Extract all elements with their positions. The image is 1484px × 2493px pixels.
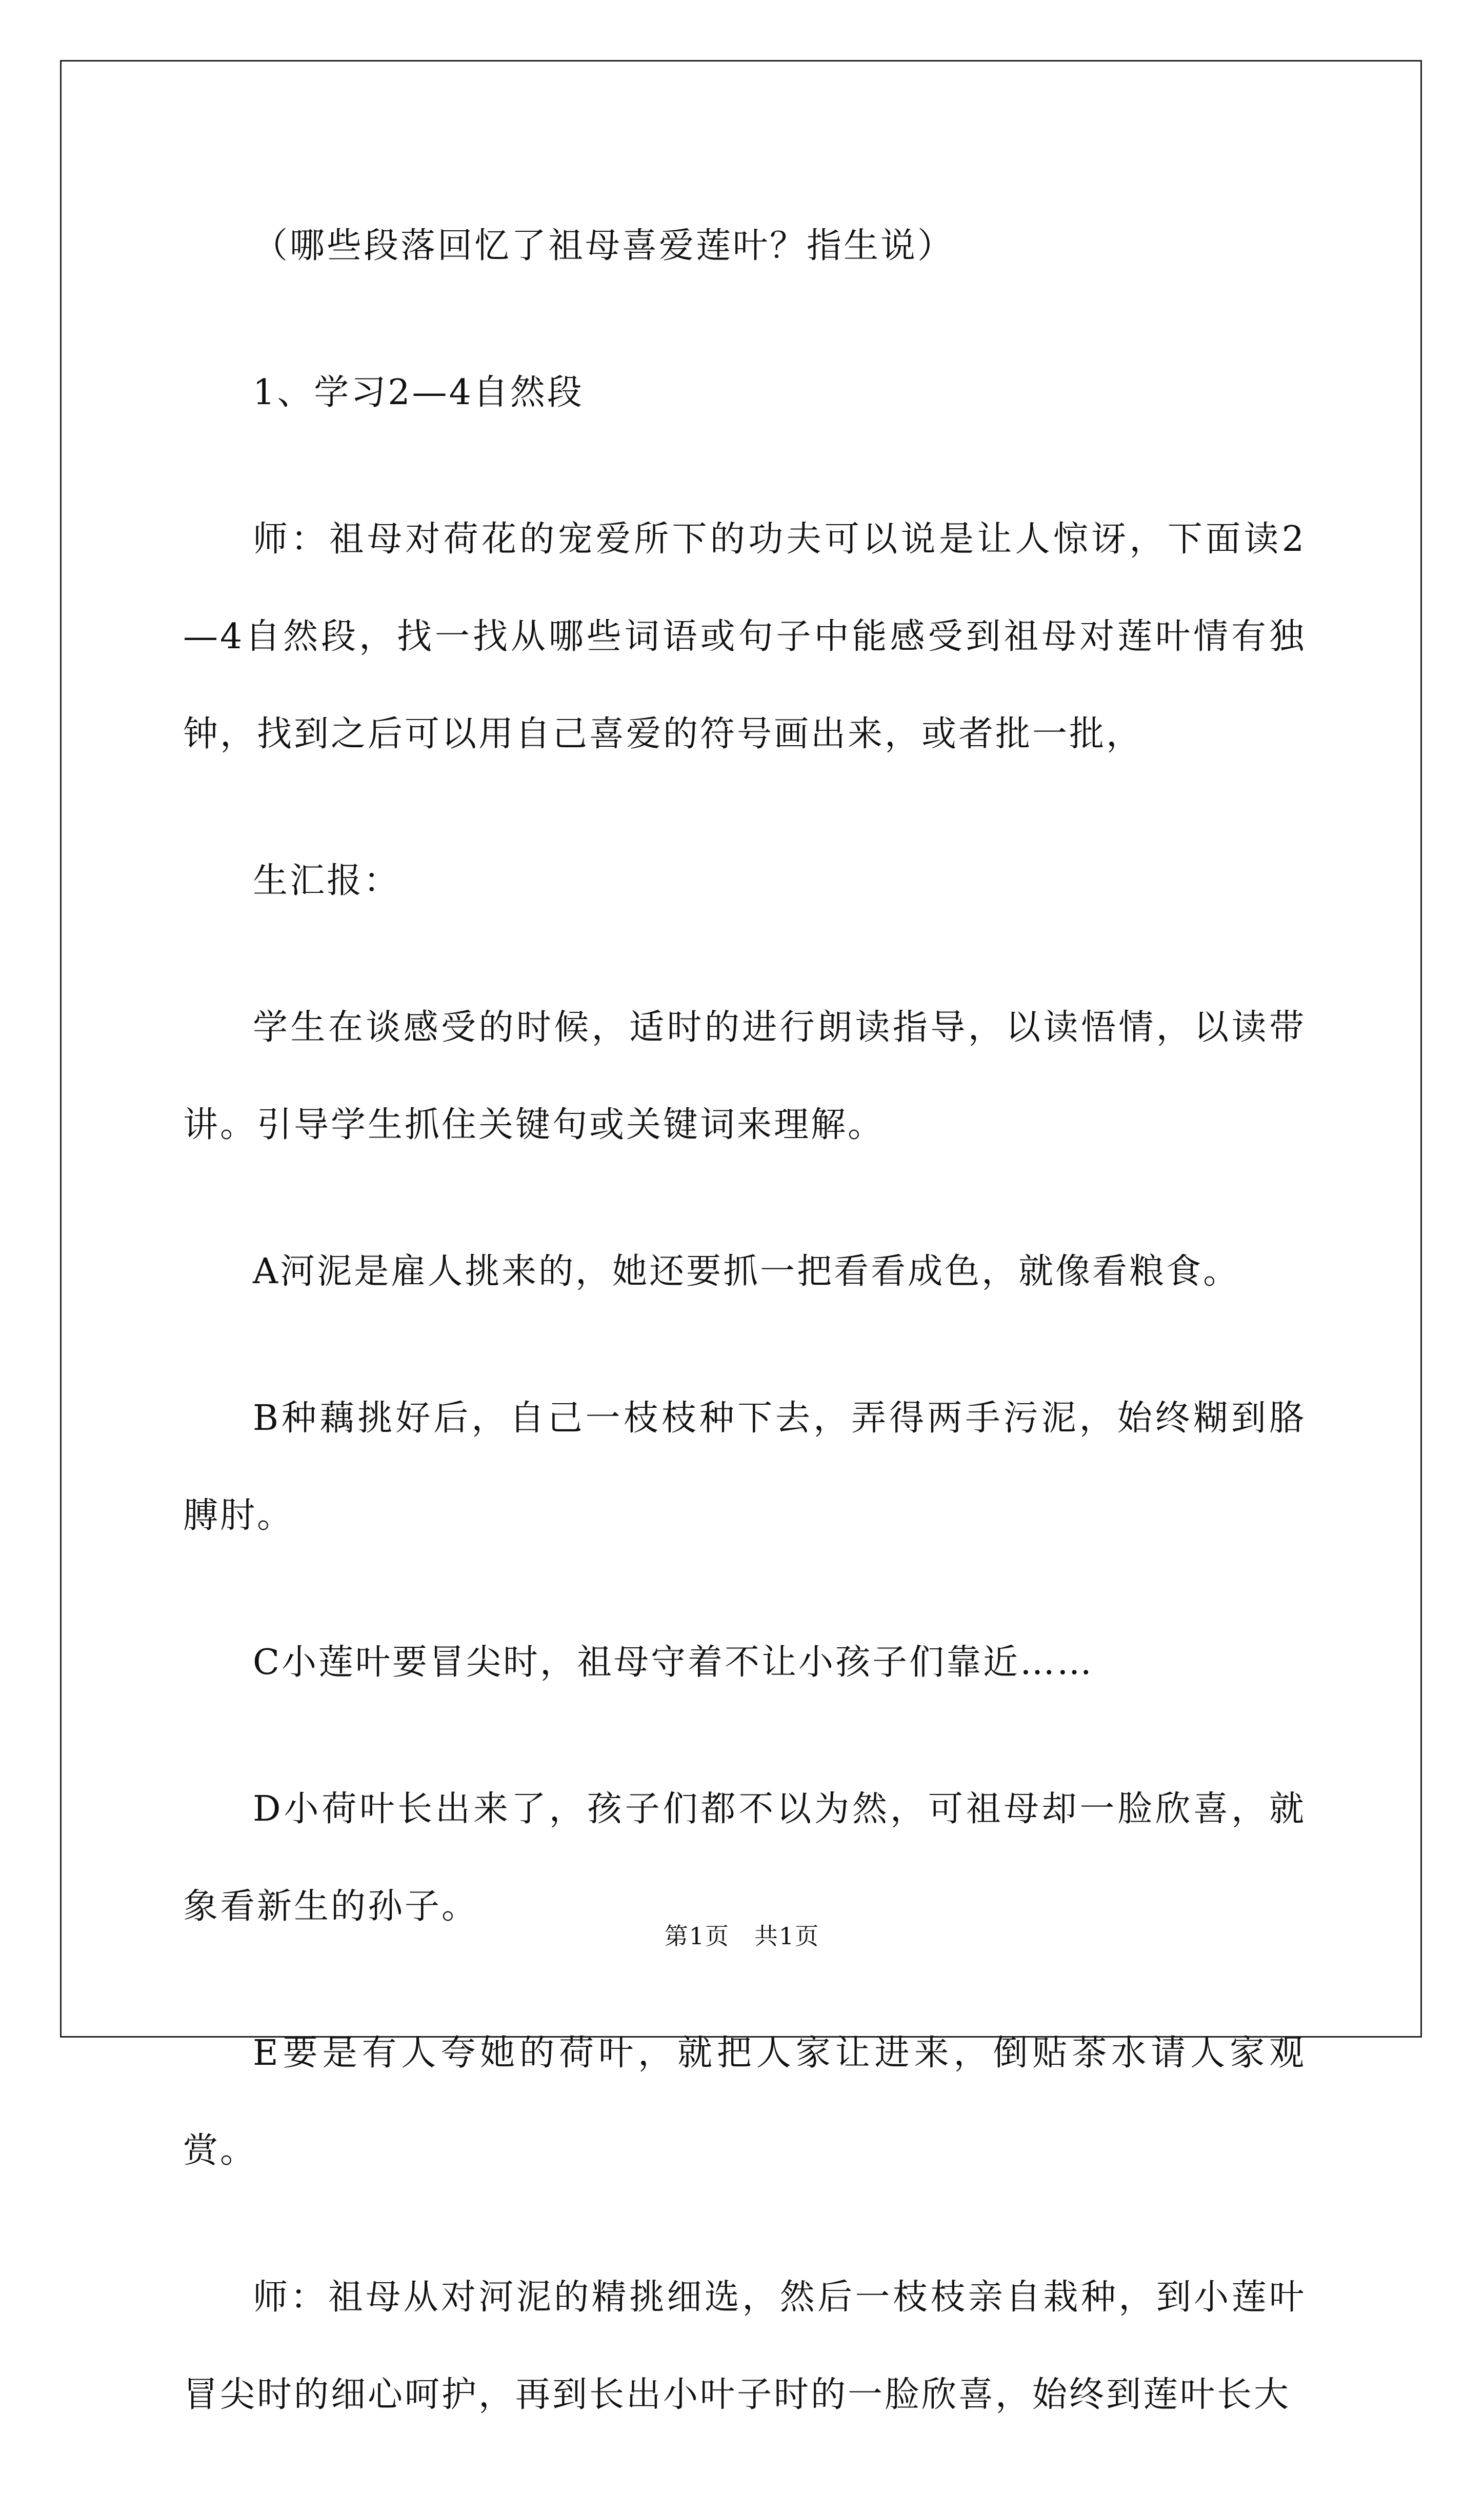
paragraph-section-heading: 1、学习2—4自然段	[253, 372, 584, 413]
paragraph-student-report: 生汇报：	[253, 861, 401, 901]
paragraph-teacher-summary: 师：祖母从对河泥的精挑细选，然后一枝枝亲自栽种，到小莲叶冒尖时的细心呵护，再到长出小叶子时的一脸欣喜，始终到莲叶长大	[183, 2277, 1306, 2415]
paragraph-reading-guidance: 学生在谈感受的时候，适时的进行朗读指导，以读悟情，以读带讲。引导学生抓住关键句或关键词来理解。	[183, 1007, 1306, 1145]
paragraph-point-b: B种藕挑好后，自己一枝枝种下去，弄得两手污泥，始终糊到胳膊肘。	[183, 1398, 1306, 1536]
document-body	[183, 197, 1306, 2493]
page-footer: 第1页 共1页	[664, 1922, 820, 1950]
paragraph-question: （哪些段落回忆了祖母喜爱莲叶？指生说）	[253, 226, 955, 266]
paragraph-point-a: A河泥是雇人挑来的，她还要抓一把看看成色，就像看粮食。	[253, 1251, 1240, 1292]
paragraph-point-e: E要是有人夸她的荷叶，就把人家让进来，倒贴茶水请人家观赏。	[183, 2033, 1306, 2171]
paragraph-point-d: D小荷叶长出来了，孩子们都不以为然，可祖母却一脸欣喜，就象看新生的孙子。	[183, 1789, 1306, 1927]
paragraph-teacher-instruction: 师：祖母对荷花的宠爱所下的功夫可以说是让人惊讶，下面读2—4自然段，找一找从哪些词语或句子中能感受到祖母对莲叶情有独钟，找到之后可以用自己喜爱的符号画出来，或者批一批，	[183, 519, 1306, 754]
paragraph-point-c: C小莲叶要冒尖时，祖母守着不让小孩子们靠近……	[253, 1642, 1094, 1683]
